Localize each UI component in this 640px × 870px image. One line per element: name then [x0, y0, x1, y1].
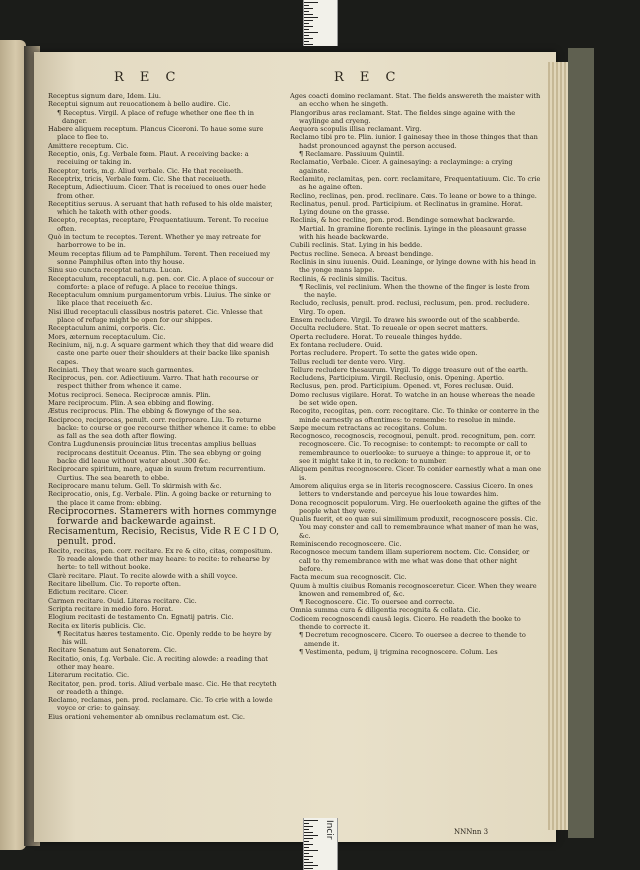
dictionary-entry: Reclinis, & reclinis similis. Tacitus. [290, 274, 408, 283]
dictionary-entry: Operta recludere. Horat. To reueale thinges hydde. [290, 332, 462, 341]
dictionary-entry: Elogium recitasti de testamento Cn. Egnatij patris. Cic. [48, 613, 234, 622]
ruler-tick [304, 835, 318, 836]
dictionary-entry: Eius orationi vehementer ab omnibus reclamatum est. Cic. [48, 712, 245, 721]
dictionary-entry: Meum receptas filium ad te Pamphilum. Terent. Then receiued my sonne Pamphilus often into thy house. [48, 249, 271, 266]
dictionary-entry: Receptrix, tricis, Verbale fœm. Cic. She that receiueth. [48, 174, 232, 183]
ruler-tick [304, 868, 313, 869]
ruler-tick [304, 5, 309, 6]
dictionary-entry: Recito, recitas, pen. corr. recitare. Ex re & cito, citas, compositum. To reade alowde that other may heare: to recite: to rehearse by herte: to tell without booke. [48, 546, 273, 572]
dictionary-entry: Recludo, reclusis, penult. prod. reclusi, reclusum, pen. prod. recludere. Virg. To open. [290, 299, 530, 316]
right-column [290, 92, 542, 826]
signature-mark: NNNnn 3 [454, 828, 489, 836]
dictionary-entry: Reclino, reclinas, pen. prod. reclinare. Cæs. To leane or bowe to a thinge. [290, 191, 537, 200]
bottom-scale-ruler [303, 818, 338, 870]
dictionary-entry: Amittere receptum. Cic. [48, 141, 129, 150]
dictionary-entry: Aliquem penitus recognoscere. Cicer. To conider earnestly what a man one is. [290, 465, 541, 482]
page-stack-edge [548, 62, 570, 830]
dictionary-entry: Reclinis in sinu iuuenis. Ouid. Leaninge, or lyinge downe with his head in the yonge mans lappe. [290, 257, 536, 275]
book-cover-edge [568, 48, 594, 838]
ruler-tick [304, 32, 318, 33]
dictionary-entry: Sæpe mecum retractans ac recogitans. Colum. [290, 423, 448, 432]
dictionary-entry: Edictum recitare. Cicer. [48, 588, 129, 597]
ruler-tick [304, 23, 309, 24]
dictionary-entry: Mare reciprocum. Plin. A sea ebbing and flowing. [48, 398, 214, 407]
dictionary-entry: Reclamatio, Verbale. Cicer. A gainesaying: a reclayminge: a crying againste. [290, 158, 513, 175]
dictionary-entry: Quum à multis ciuibus Romanis recognosceretur. Cicer. When they weare knowen and remembred of, &c. [290, 581, 537, 598]
previous-page-edge [0, 40, 26, 850]
ruler-tick [304, 29, 309, 30]
ruler-tick [304, 44, 313, 45]
dictionary-entry: Ex fontana recludere. Ouid. [290, 340, 383, 349]
dictionary-entry: Reclamito, reclamitas, pen. corr. reclamitare, Frequentatiuum. Cic. To crie as he againe often. [290, 174, 541, 192]
dictionary-entry: Ensem recludere. Virgil. To drawe his swoorde out of the scabberde. [290, 316, 520, 325]
dictionary-entry: ¶ Reclinis, vel reclinium. When the thowne of the finger is leste from the nayle. [299, 282, 530, 300]
ruler-tick [304, 35, 309, 36]
dictionary-entry: Reclinis, & hoc recline, pen. prod. Bendinge somewhat backwarde. Martial. In gramine florente reclinis. Lyinge in the pleasaunt grasse with his heade backwarde. [290, 216, 527, 242]
dictionary-entry: Tellus recludi ter dente vero. Virg. [290, 357, 406, 366]
dictionary-entry: Reclinatus, penul. prod. Participium. et Reclinatus in gramine. Horat. Lying doune on the grasse. [290, 199, 523, 217]
ruler-tick [304, 862, 313, 863]
dictionary-entry: ¶ Decretum recognoscere. Cicero. To ouersee a decree to thende to amende it. [299, 631, 526, 648]
dictionary-entry: Cubili reclinis. Stat. Lying in his bedde. [290, 241, 423, 250]
dictionary-entry: Recitare Senatum aut Senatorem. Cic. [48, 646, 177, 655]
dictionary-entry: Receptus signum dare, Idem. Liu. [48, 92, 162, 100]
dictionary-entry: Receptio, onis, f.g. Verbale fœm. Plaut. A receiving backe: a receiuing or taking in. [48, 150, 249, 167]
dictionary-entry: Dona recognoscit populorum. Virg. He ouerlooketh againe the giftes of the people what they were. [290, 498, 541, 515]
dictionary-entry: Recognosce mecum tandem illam superiorem noctem. Cic. Consider, or call to thy remembrance with me what was done that other night before. [290, 548, 530, 573]
ruler-tick [304, 8, 313, 9]
ruler-tick [304, 850, 318, 851]
dictionary-page [34, 52, 556, 842]
dictionary-entry: Scripta recitare in medio foro. Horat. [48, 604, 174, 613]
ruler-tick [304, 853, 309, 854]
dictionary-entry: Recitare libellum. Cic. To reporte often. [48, 580, 181, 589]
dictionary-entry: Reclusus, pen. prod. Participium. Opened. vt, Fores reclusæ. Ouid. [290, 382, 514, 391]
dictionary-entry: Recisamentum, Recisio, Recisus, Vide R E C I D O, penult. prod. [48, 526, 279, 547]
dictionary-entry: Aequora scopulis illisa reclamant. Virg. [290, 125, 422, 134]
ruler-tick [304, 14, 313, 15]
dictionary-entry: Reciproco, reciprocas, penult. corr. reciprocare. Liu. To returne backe: to course or goe recourse thither whence it came: to ebbe as fall as the sea doth after flowing. [48, 415, 276, 441]
ruler-tick [304, 20, 313, 21]
dictionary-entry: Recogito, recogitas, pen. corr. recogitare. Cic. To thinke or conterre in the minde earnestly as oftentimes: to remembe: to resolue in minde. [290, 407, 540, 424]
running-head-left: R E C [114, 70, 182, 85]
dictionary-entry: Codicem recognoscendi causâ legis. Cicero. He readeth the booke to thende to correcte it. [290, 614, 521, 631]
dictionary-entry: Recitatio, onis, f.g. Verbale. Cic. A reciting alowde: a reading that other may heare. [48, 654, 268, 671]
dictionary-entry: Recinium, nij, n.g. A square garment which they that did weare did caste one parte ouer their shoulders at their backe like spanish capes. [48, 340, 274, 366]
dictionary-entry: Receptitius seruus. A seruant that hath refused to his olde maister, which he taketh with other goods. [48, 199, 273, 217]
dictionary-entry: ¶ Recognoscere. Cic. To ouersee and correcte. [299, 598, 455, 607]
dictionary-entry: Æstus reciprocus. Plin. The ebbing & flowynge of the sea. [48, 407, 242, 416]
dictionary-entry: Habere aliquem receptum. Plancus Ciceroni. To haue some sure place to flee to. [48, 125, 264, 142]
dictionary-entry: Facta mecum sua recognoscit. Cic. [290, 573, 407, 582]
dictionary-entry: Receptaculum animi, corporis. Cic. [48, 324, 166, 333]
dictionary-entry: Amorem aliquius erga se in literis recognoscere. Cassius Cicero. In ones letters to vnderstande and perceyue his loue towardes him. [290, 481, 533, 499]
dictionary-entry: Mors, æternum receptaculum. Cic. [48, 332, 166, 341]
dictionary-entry: Recita ex literis publicis. Cic. [48, 621, 146, 630]
dictionary-entry: ¶ Receptus. Virgil. A place of refuge whether one flee th in danger. [57, 108, 254, 125]
ruler-tick [304, 838, 313, 839]
ruler-tick [304, 841, 309, 842]
dictionary-entry: Recognosco, recognoscis, recognoui, penult. prod. recognitum, pen. corr. recognoscere. Cic. To recognise: to contempt: to recompte or call to remembraunce to ouerlooke: to surueye a thinge: to approue it, or to see it might take it in, to reckon: to number. [290, 432, 536, 466]
dictionary-entry: ¶ Vestimenta, pedum, ij trigmina recognoscere. Colum. Les [299, 647, 498, 656]
dictionary-entry: Ages coacti domino reclamant. Stat. The fields answereth the maister with an eccho when he singeth. [290, 92, 541, 109]
dictionary-entry: Clarè recitare. Plaut. To recite alowde with a shill voyce. [48, 571, 238, 580]
dictionary-entry: Quò in tectum te receptes. Terent. Whether ye may retreate for harborrowe to be in. [48, 233, 261, 250]
dictionary-entry: Reciprocatio, onis, f.g. Verbale. Plin. A going backe or returning to the place it came from: ebbing. [48, 490, 272, 507]
dictionary-entry: Plangoribus aras reclamant. Stat. The fieldes singe againe with the waylinge and cryeng. [290, 108, 516, 125]
ruler-tick [304, 26, 313, 27]
dictionary-entry: Recepto, receptas, receptare, Frequentatiuum. Terent. To receiue often. [48, 216, 269, 233]
dictionary-entry: Occulta recludere. Stat. To reueale or open secret matters. [290, 324, 488, 333]
ruler-tick [304, 856, 313, 857]
dictionary-entry: Portas recludere. Propert. To sette the gates wide open. [290, 349, 478, 358]
dictionary-entry: Receptaculum omnium purgamentorum vrbis. Liuius. The sinke or like place that receiueth &c. [48, 291, 271, 308]
ruler-tick [304, 826, 313, 827]
dictionary-entry: Carmen recitare. Ouid. Literas recitare. Cic. [48, 596, 197, 605]
ruler-tick [304, 820, 318, 821]
ruler-tick [304, 865, 318, 866]
dictionary-entry: Sinu suo cuncta receptat natura. Lucan. [48, 266, 183, 275]
dictionary-entry: Reciprocare manu telum. Gell. To skirmish with &c. [48, 481, 222, 490]
dictionary-entry: Receptum, Adiectiuum. Cicer. That is receiued to ones ouer hede from other. [48, 183, 266, 200]
dictionary-entry: Reminiscendo recognoscere. Cic. [290, 540, 402, 549]
dictionary-entry: ¶ Recitatus hæres testamento. Cic. Openly redde to be heyre by his will. [57, 629, 272, 647]
ruler-tick [304, 38, 313, 39]
dictionary-entry: Reciprocornes. Stamerers with hornes commynge forwarde and backewarde against. [48, 506, 277, 527]
ruler-tick [304, 823, 309, 824]
ruler-tick [304, 11, 309, 12]
dictionary-entry: Tellure recludere thesaurum. Virgil. To digge treasure out of the earth. [290, 365, 528, 374]
dictionary-entry: Receptaculum, receptaculi, n.g. pen. cor. Cic. A place of succour or comforte: a place of refuge. A place to receiue things. [48, 274, 274, 291]
dictionary-entry: Pectus recline. Seneca. A breast bendinge. [290, 249, 434, 258]
ruler-tick [304, 41, 309, 42]
dictionary-entry: Receptor, toris, m.g. Aliud verbale. Cic. He that receiueth. [48, 166, 244, 175]
ruler-tick [304, 847, 309, 848]
dictionary-entry: Motus reciproci. Seneca. Reciprocæ amnis. Plin. [48, 390, 211, 399]
dictionary-entry: Reciprocare spiritum, mare, aquæ in suum fretum recurrentium. Curtius. The sea beareth to ebbe. [48, 465, 266, 482]
ruler-tick [304, 17, 318, 18]
dictionary-entry: Recitator, pen. prod. toris. Aliud verbale masc. Cic. He that recyteth or readeth a thinge. [48, 679, 277, 696]
dictionary-entry: Reclamo tibi pro te. Plin. iunior. I gainesay thee in those thinges that than hadst pronounced agaynst the person accused. [290, 133, 538, 150]
dictionary-entry: Literarum recitatio. Cic. [48, 671, 130, 680]
dictionary-entry: Reciniati. They that weare such garmentes. [48, 365, 194, 374]
bottom-ruler-label: Incir [324, 820, 334, 840]
dictionary-entry: Receptui signum aut reuocationem à bello audire. Cic. [48, 100, 231, 109]
dictionary-entry: Reclamo, reclamas, pen. prod. reclamare. Cic. To crie with a lowde voyce or crie: to gainsay. [48, 696, 273, 713]
ruler-tick [304, 832, 313, 833]
dictionary-entry: Recludens, Participium. Virgil. Reclusio, onis. Opening. Apertio. [290, 374, 504, 383]
ruler-tick [304, 859, 309, 860]
top-scale-ruler [303, 0, 338, 46]
dictionary-entry: Omnia summa cura & diligentia recognita & collata. Cic. [290, 606, 481, 615]
dictionary-entry: Domo reclusus vigilare. Horat. To watche in an house whereas the neade be set wide open. [290, 390, 535, 407]
left-column [48, 92, 280, 826]
ruler-tick [304, 829, 309, 830]
ruler-tick [304, 2, 318, 3]
dictionary-entry: Nisi illud receptaculi classibus nostris pateret. Cic. Vnlesse that place of refuge might be open for our shippes. [48, 307, 263, 325]
running-head-right: R E C [334, 70, 402, 85]
dictionary-entry: ¶ Reclamare. Passiuum Quintil. [299, 150, 405, 159]
dictionary-entry: Contra Lugdunensis prouinciæ litus trecentas amplius belluas reciprocans destituit Oceanus. Plin. The sea ebbyng or going backe did leaue without water about .300 &c. [48, 440, 262, 466]
dictionary-entry: Reciprocus, pen. cor. Adiectiuum. Varro. That hath recourse or respect thither from whence it came. [48, 374, 259, 391]
dictionary-entry: Qualis fuerit, et eo quæ sui similimum produxit, recognoscere possis. Cic. You may conster and call to remembraunce what maner of man he was, &c. [290, 515, 539, 540]
ruler-tick [304, 844, 313, 845]
